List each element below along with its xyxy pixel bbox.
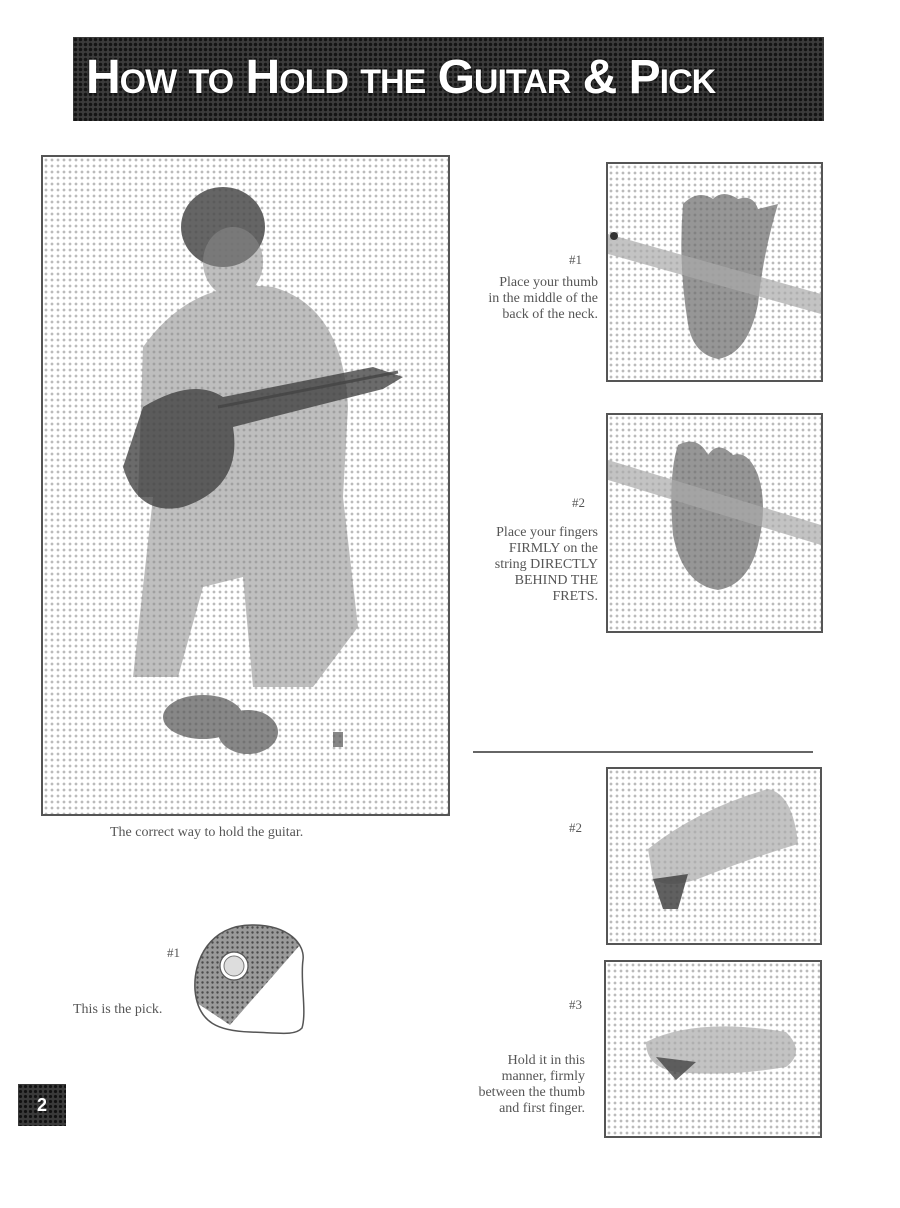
thumb-step-line: back of the neck. [502,307,598,322]
page-number: 2 [18,1084,66,1126]
thumb-step-line: Place your thumb [499,275,598,290]
page-title: How to Hold the Guitar & Pick [86,51,716,104]
pick-hold-text [430,1053,585,1117]
fingers-step-line: FIRMLY on the [508,541,598,556]
guitar-pick-illustration [190,920,315,1040]
thumb-step-number: #1 [569,252,582,267]
guitarist-photo [41,155,450,816]
pick-number: #1 [167,945,180,960]
fingers-step-line: string DIRECTLY [494,557,598,572]
fingers-step-number: #2 [572,495,585,510]
thumb-step-line: in the middle of the [488,291,598,306]
pick-hold-photo [604,960,822,1138]
fingers-step-line: BEHIND THE [514,573,598,588]
fingers-step-line: Place your fingers [496,525,598,540]
fingers-step-line: FRETS. [552,589,598,604]
thumb-neck-photo [606,162,823,382]
pick-hold-line: Hold it in this [507,1053,585,1068]
fingers-step-text [445,525,598,605]
main-photo-caption: The correct way to hold the guitar. [110,825,304,840]
pick-grip-photo [606,767,822,945]
pick-hold-number: #3 [569,997,582,1012]
pick-grip-number: #2 [569,820,582,835]
pick-caption: This is the pick. [73,1002,163,1017]
thumb-step-text [445,275,598,323]
pick-hold-line: manner, firmly [501,1069,585,1084]
pick-hold-line: between the thumb [478,1085,585,1100]
section-divider [473,751,813,753]
title-banner [73,37,824,121]
fingers-frets-photo [606,413,823,633]
pick-hold-line: and first finger. [499,1101,585,1116]
